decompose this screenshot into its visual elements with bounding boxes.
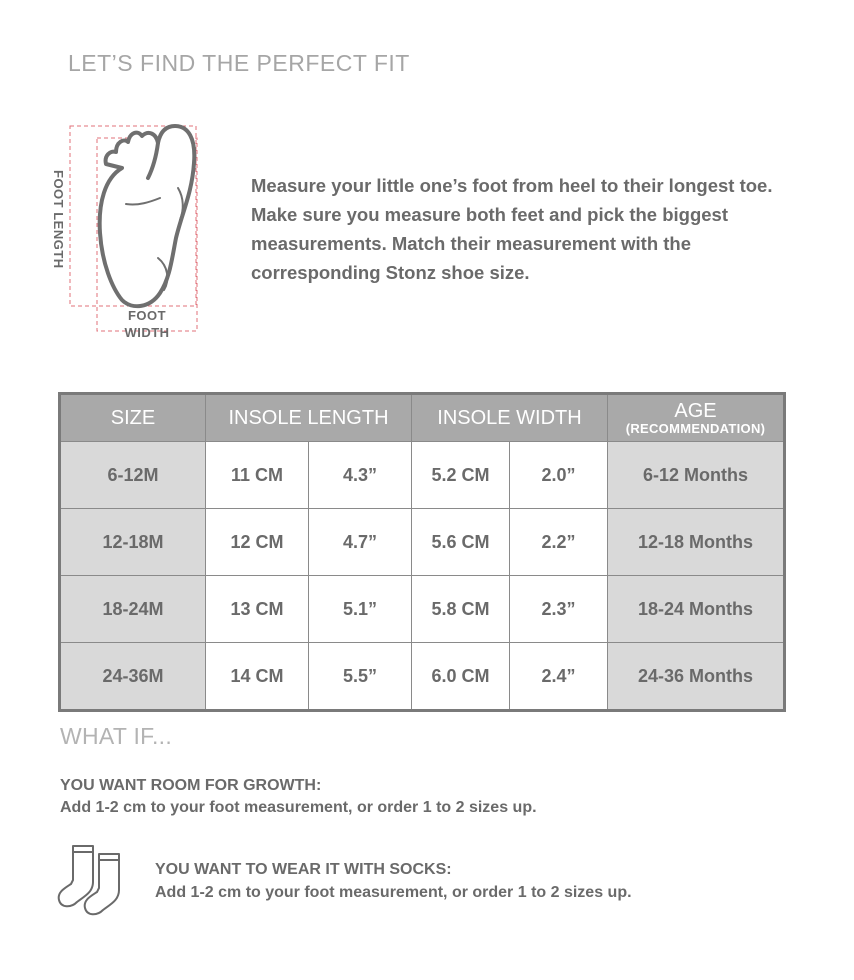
- width-in-cell: 2.0”: [510, 442, 608, 509]
- foot-width-label: [115, 307, 179, 341]
- length-in-cell: 5.5”: [309, 643, 412, 711]
- header-insole-width: INSOLE WIDTH: [412, 394, 608, 442]
- size-cell: 6-12M: [60, 442, 206, 509]
- width-in-cell: 2.3”: [510, 576, 608, 643]
- length-in-cell: 4.3”: [309, 442, 412, 509]
- age-cell: 6-12 Months: [608, 442, 785, 509]
- age-cell: 18-24 Months: [608, 576, 785, 643]
- foot-length-label: FOOT LENGTH: [51, 170, 66, 269]
- width-cm-cell: 5.8 CM: [412, 576, 510, 643]
- width-in-cell: 2.2”: [510, 509, 608, 576]
- size-cell: 12-18M: [60, 509, 206, 576]
- table-header-row: [60, 394, 785, 442]
- header-age: AGE (RECOMMENDATION): [608, 394, 785, 442]
- age-cell: 24-36 Months: [608, 643, 785, 711]
- socks-text: Add 1-2 cm to your foot measurement, or order 1 to 2 sizes up.: [155, 884, 632, 901]
- measurement-instructions: Measure your little one’s foot from heel to their longest toe. Make sure you measure both feet and pick the biggest measurements. Match their measurement with the corresponding Stonz shoe size.: [251, 175, 773, 283]
- size-cell: 18-24M: [60, 576, 206, 643]
- length-cm-cell: 12 CM: [206, 509, 309, 576]
- table-row: [60, 576, 785, 643]
- length-cm-cell: 14 CM: [206, 643, 309, 711]
- foot-width-label-line2: WIDTH: [124, 325, 170, 340]
- foot-width-label-line1: FOOT: [127, 308, 167, 323]
- width-in-cell: 2.4”: [510, 643, 608, 711]
- length-in-cell: 4.7”: [309, 509, 412, 576]
- header-insole-length: INSOLE LENGTH: [206, 394, 412, 442]
- width-cm-cell: 5.6 CM: [412, 509, 510, 576]
- length-cm-cell: 11 CM: [206, 442, 309, 509]
- foot-sole: [100, 126, 195, 306]
- socks-icon: [55, 842, 131, 918]
- table-row: [60, 442, 785, 509]
- growth-heading: YOU WANT ROOM FOR GROWTH:: [60, 777, 322, 794]
- table-row: [60, 509, 785, 576]
- table-row: [60, 643, 785, 711]
- width-cm-cell: 6.0 CM: [412, 643, 510, 711]
- length-in-cell: 5.1”: [309, 576, 412, 643]
- header-size: SIZE: [60, 394, 206, 442]
- what-if-heading: WHAT IF...: [60, 723, 173, 749]
- page-title: LET’S FIND THE PERFECT FIT: [68, 50, 410, 76]
- socks-heading: YOU WANT TO WEAR IT WITH SOCKS:: [155, 861, 452, 878]
- length-cm-cell: 13 CM: [206, 576, 309, 643]
- growth-text: Add 1-2 cm to your foot measurement, or order 1 to 2 sizes up.: [60, 799, 537, 816]
- width-cm-cell: 5.2 CM: [412, 442, 510, 509]
- age-cell: 12-18 Months: [608, 509, 785, 576]
- size-chart-table: [58, 392, 786, 712]
- size-cell: 24-36M: [60, 643, 206, 711]
